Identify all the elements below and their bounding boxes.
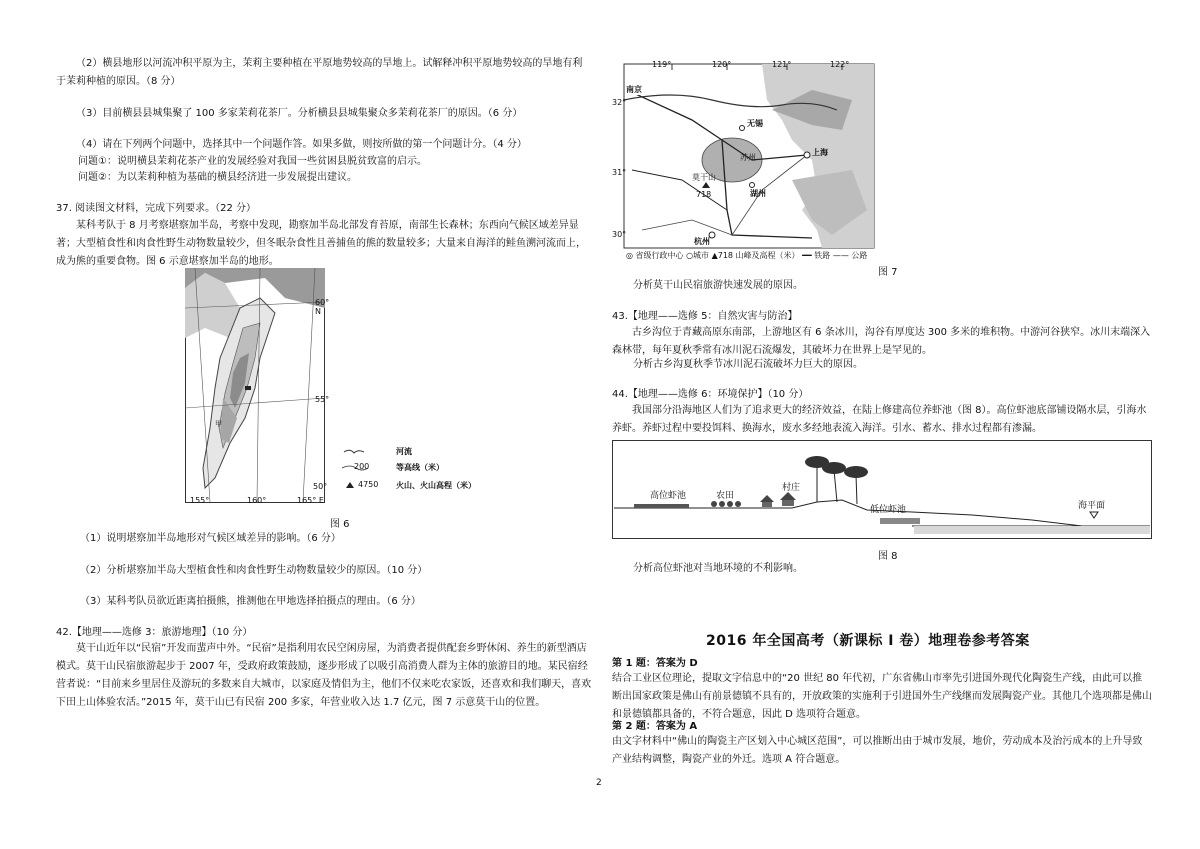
- legend-contour: 等高线（米）: [396, 463, 444, 472]
- shrimp-pond-svg: [612, 440, 1152, 540]
- lon-165-label: 165° E: [297, 496, 324, 505]
- city-hangzhou: 杭州: [694, 237, 710, 246]
- legend-volcano: 火山、火山高程（米）: [396, 481, 476, 490]
- fig7-legend: ◎ 省级行政中心 ○城市 ▲718 山峰及高程（米） ━━ 铁路 —— 公路: [626, 251, 868, 260]
- moganshan-height: 718: [696, 190, 712, 199]
- answer-title: 2016 年全国高考（新课标 I 卷）地理卷参考答案: [706, 633, 1030, 649]
- answer-2-body: 由文字材料中“佛山的陶瓷主产区划入中心城区范围”，可以推断出由于城市发展，地价，劳动成本及治污成本的上升导致产业结构调整，陶瓷产业的外迁。选项 A 符合题意。: [612, 736, 1143, 765]
- lon-155-label: 155°: [190, 496, 210, 505]
- q36-3-text: （3）目前横县县城集聚了 100 多家茉莉花茶厂。分析横县县城集聚众多茉莉花茶厂的原因。（6 分）: [76, 108, 523, 119]
- q37-1-text: （1）说明堪察加半岛地形对气候区域差异的影响。（6 分）: [80, 533, 341, 544]
- q43-task: 分析古乡沟夏秋季节冰川泥石流破坏力巨大的原因。: [633, 359, 863, 370]
- city-wuxi: 无锡: [747, 119, 763, 128]
- q42-heading: 42.【地理——选修 3：旅游地理】（10 分）: [56, 627, 253, 638]
- lat-50-label: 50°: [313, 482, 328, 491]
- label-low-pond: 低位虾池: [870, 505, 907, 515]
- q37-heading: 37. 阅读图文材料，完成下列要求。（22 分）: [56, 203, 256, 214]
- moganshan-map-figure: [612, 60, 880, 260]
- lon-122-label: 122°: [830, 60, 850, 69]
- answer-2-heading: 第 2 题：答案为 A: [612, 721, 698, 732]
- lon-120-label: 120°: [712, 60, 732, 69]
- lat-32-label: 32°: [612, 98, 627, 107]
- shrimp-pond-figure: [612, 440, 1152, 540]
- label-sea-level: 海平面: [1078, 501, 1106, 511]
- q42-task: 分析莫干山民宿旅游快速发展的原因。: [633, 280, 803, 291]
- fig7-caption: 图 7: [878, 267, 898, 278]
- answer-1-body: 结合工业区位理论，提取文字信息中的“20 世纪 80 年代初，广东省佛山市率先引进国外现代化陶瓷生产线，由此可以推断出国家政策是佛山有前景德镇不具有的，开放政策的实施利于引进国外生产线继而发展陶瓷产业。其他几个选项都是佛山和景德镇都具备的，不符合题意，因此 D 选项符合题意。: [612, 673, 1152, 720]
- q44-task: 分析高位虾池对当地环境的不利影响。: [633, 563, 803, 574]
- q37-2-text: （2）分析堪察加半岛大型植食性和肉食性野生动物数量较少的原因。（10 分）: [80, 565, 428, 576]
- city-huzhou: 湖州: [750, 189, 766, 198]
- lon-160-label: 160°: [247, 496, 267, 505]
- city-shanghai: 上海: [812, 148, 828, 157]
- kamchatka-map-svg: [185, 268, 328, 508]
- city-suzhou: 苏州: [740, 153, 756, 162]
- q44-body: 我国部分沿海地区人们为了追求更大的经济效益，在陆上修建高位养虾池（图 8）。高位虾池底部铺设隔水层，引海水养虾。养虾过程中要投饵料、换海水，废水多经地表流入海洋。引水、蓄水、排水过程都有渗漏。: [612, 405, 1147, 434]
- q36-4-option-2: 问题②：为以茉莉种植为基础的横县经济进一步发展提出建议。: [78, 172, 357, 183]
- answer-1-heading: 第 1 题：答案为 D: [612, 658, 698, 669]
- lat-30-label: 30°: [612, 230, 627, 239]
- legend-volcano-val: 4750: [358, 480, 379, 489]
- page-number: 2: [596, 778, 602, 788]
- fig8-caption: 图 8: [878, 551, 898, 562]
- label-high-pond: 高位虾池: [650, 491, 687, 501]
- q44-heading: 44.【地理——选修 6：环境保护】（10 分）: [612, 389, 809, 400]
- city-nanjing: 南京: [626, 85, 642, 94]
- q42-body: 莫干山近年以“民宿”开发而蜚声中外。“民宿”是指利用农民空闲房屋，为消费者提供配套乡野休闲、养生的新型酒店模式。莫干山民宿旅游起步于 2007 年，受政府政策鼓励，逐步形成了以吸引高消费人群为主体的旅游目的地。某民宿经营者说：“目前来乡里居住及游玩的多数来自大城市，以家庭及情侣为主，他们不仅来吃农家饭，还喜欢和我们聊天，喜欢下田上山体验农活。”2015 年，莫干山已有民宿 200 多家，年营业收入达 1.7 亿元，图 7 示意莫干山的位置。: [56, 643, 592, 708]
- moganshan-label: 莫干山: [692, 173, 716, 182]
- svg-text:甲: 甲: [215, 420, 222, 428]
- legend-contour-val: 200: [354, 462, 370, 471]
- lon-121-label: 121°: [772, 60, 792, 69]
- lat-31-label: 31°: [612, 168, 627, 177]
- kamchatka-map-figure: [185, 268, 330, 508]
- q36-4-text: （4）请在下列两个问题中，选择其中一个问题作答。如果多做，则按所做的第一个问题计分。（4 分）: [76, 139, 527, 150]
- lon-119-label: 119°: [652, 60, 672, 69]
- fig6-legend: [340, 446, 510, 496]
- legend-river: 河流: [396, 447, 412, 456]
- q37-3-text: （3）某科考队员欲近距离拍摄熊，推测他在甲地选择拍摄点的理由。（6 分）: [80, 596, 421, 607]
- label-village: 村庄: [782, 483, 801, 493]
- q43-body: 古乡沟位于青藏高原东南部，上游地区有 6 条冰川，沟谷有厚度达 300 多米的堆积物。中游河谷狭窄。冰川末端深入森林带，每年夏秋季常有冰川泥石流爆发，其破坏力在世界上是罕见的。: [612, 327, 1151, 356]
- q36-2-text: （2）横县地形以河流冲积平原为主，茉莉主要种植在平原地势较高的旱地上。试解释冲积平原地势较高的旱地有利于茉莉种植的原因。（8 分）: [56, 58, 583, 87]
- lat-60-label: 60° N: [315, 298, 330, 316]
- fig6-caption: 图 6: [330, 519, 350, 530]
- q36-4-option-1: 问题①：说明横县茉莉花茶产业的发展经验对我国一些贫困县脱贫致富的启示。: [78, 156, 427, 167]
- lat-55-label: 55°: [315, 395, 330, 404]
- label-farmland: 农田: [716, 491, 735, 501]
- q37-body: 某科考队于 8 月考察堪察加半岛，考察中发现，勘察加半岛北部发育苔原，南部生长森林；东西向气候区域差异显著；大型植食性和肉食性野生动物数量较少，但冬眠杂食性且善捕鱼的熊的数量较多；大量来自海洋的鲑鱼溯河流而上，成为熊的重要食物。图 6 示意堪察加半岛的地形。: [56, 220, 586, 267]
- q43-heading: 43.【地理——选修 5：自然灾害与防治】: [612, 311, 798, 322]
